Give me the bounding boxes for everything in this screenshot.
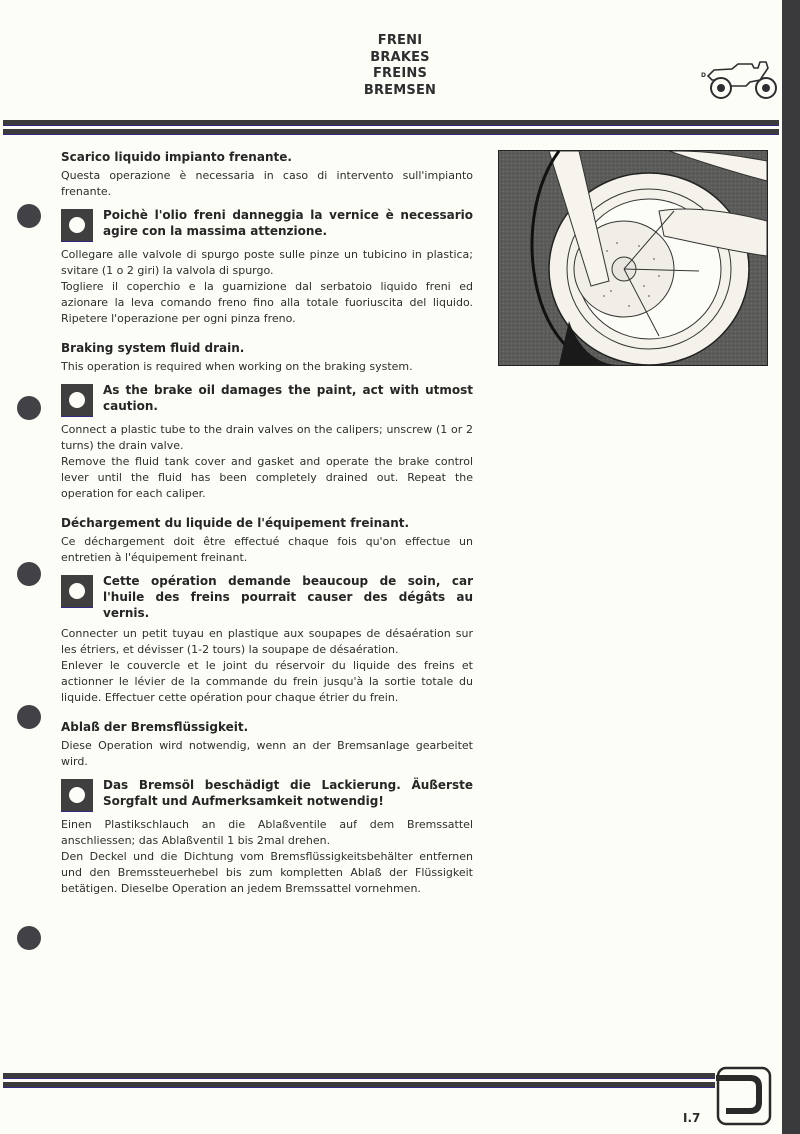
binder-hole-4 xyxy=(17,705,41,729)
header-rule-top xyxy=(3,120,779,126)
title-de: BREMSEN xyxy=(363,82,437,98)
section-step: Den Deckel und die Dichtung vom Bremsflüssigkeitsbehälter entfernen und den Bremssteuerhebel bis zum kompletten Ablaß der Flüssigkeit betätigen. Dieselbe Operation an jedem Bremssattel vornehmen. xyxy=(61,850,473,895)
title-fr: FREINS xyxy=(372,66,428,81)
binder-hole-1 xyxy=(17,204,41,228)
page-number: I.7 xyxy=(683,1111,701,1125)
section-title: Braking system fluid drain. xyxy=(61,341,245,355)
section-title: Ablaß der Bremsflüssigkeit. xyxy=(61,720,249,734)
section-step: Connect a plastic tube to the drain valves on the calipers; unscrew (1 or 2 turns) the drain valve. xyxy=(61,423,473,452)
wheel-drawing xyxy=(499,151,767,365)
warning-text: Cette opération demande beaucoup de soin, car l'huile des freins pourrait causer des dégâts au vernis. xyxy=(103,574,473,620)
section-german xyxy=(61,720,473,897)
warning-text: Poichè l'olio freni danneggia la vernice è necessario agire con la massima attenzione. xyxy=(103,208,473,238)
warning-block xyxy=(61,207,473,242)
binder-hole-3 xyxy=(17,562,41,586)
svg-text:D: D xyxy=(701,72,706,79)
section-intro: This operation is required when working on the braking system. xyxy=(61,360,413,373)
section-french xyxy=(61,516,473,706)
warning-block xyxy=(61,382,473,417)
footer-rule-top xyxy=(3,1073,715,1079)
section-step: Collegare alle valvole di spurgo poste sulle pinze un tubicino in plastica; svitare (1 o 2 giri) la valvola di spurgo. xyxy=(61,248,473,277)
section-italian xyxy=(61,150,473,327)
warning-text: Das Bremsöl beschädigt die Lackierung. Äußerste Sorgfalt und Aufmerksamkeit notwendig! xyxy=(103,778,473,808)
page-edge-strip xyxy=(782,0,800,1134)
brand-logo-icon xyxy=(716,1066,772,1126)
page-header-titles xyxy=(300,33,500,99)
section-english xyxy=(61,341,473,502)
title-it: FRENI xyxy=(377,33,423,48)
footer-rule-bottom xyxy=(3,1082,715,1088)
motorcycle-icon xyxy=(700,58,780,103)
section-intro: Questa operazione è necessaria in caso di intervento sull'impianto frenante. xyxy=(61,169,473,198)
warning-icon xyxy=(61,779,93,812)
warning-block xyxy=(61,777,473,812)
header-rule-bottom xyxy=(3,129,779,135)
section-step: Einen Plastikschlauch an die Ablaßventile auf dem Bremssattel anschliessen; das Ablaßventil 1 bis 2mal drehen. xyxy=(61,818,473,847)
warning-block xyxy=(61,573,473,621)
brake-wheel-illustration xyxy=(498,150,768,366)
section-intro: Diese Operation wird notwendig, wenn an der Bremsanlage gearbeitet wird. xyxy=(61,739,473,768)
warning-text: As the brake oil damages the paint, act with utmost caution. xyxy=(103,383,473,413)
section-step: Enlever le couvercle et le joint du réservoir du liquide des freins et actionner le lévier de la commande du frein jusqu'à la sortie totale du liquide. Effectuer cette opération pour chaque étrier du frein. xyxy=(61,659,473,704)
section-title: Scarico liquido impianto frenante. xyxy=(61,150,292,164)
section-step: Togliere il coperchio e la guarnizione dal serbatoio liquido freni ed azionare la leva comando freno fino alla totale fuoriuscita del liquido. Ripetere l'operazione per ogni pinza freno. xyxy=(61,280,473,325)
title-en: BRAKES xyxy=(370,49,430,65)
binder-hole-2 xyxy=(17,396,41,420)
warning-icon xyxy=(61,575,93,608)
binder-hole-5 xyxy=(17,926,41,950)
section-title: Déchargement du liquide de l'équipement freinant. xyxy=(61,516,410,530)
instruction-content xyxy=(61,150,473,911)
section-step: Remove the fluid tank cover and gasket and operate the brake control lever until the fluid has been completely drained out. Repeat the operation for each caliper. xyxy=(61,455,473,500)
warning-icon xyxy=(61,384,93,417)
warning-icon xyxy=(61,209,93,242)
section-intro: Ce déchargement doit être effectué chaque fois qu'on effectue un entretien à l'équipement freinant. xyxy=(61,535,473,564)
section-step: Connecter un petit tuyau en plastique aux soupapes de désaération sur les étriers, et dévisser (1-2 tours) la soupape de désaération. xyxy=(61,627,473,656)
